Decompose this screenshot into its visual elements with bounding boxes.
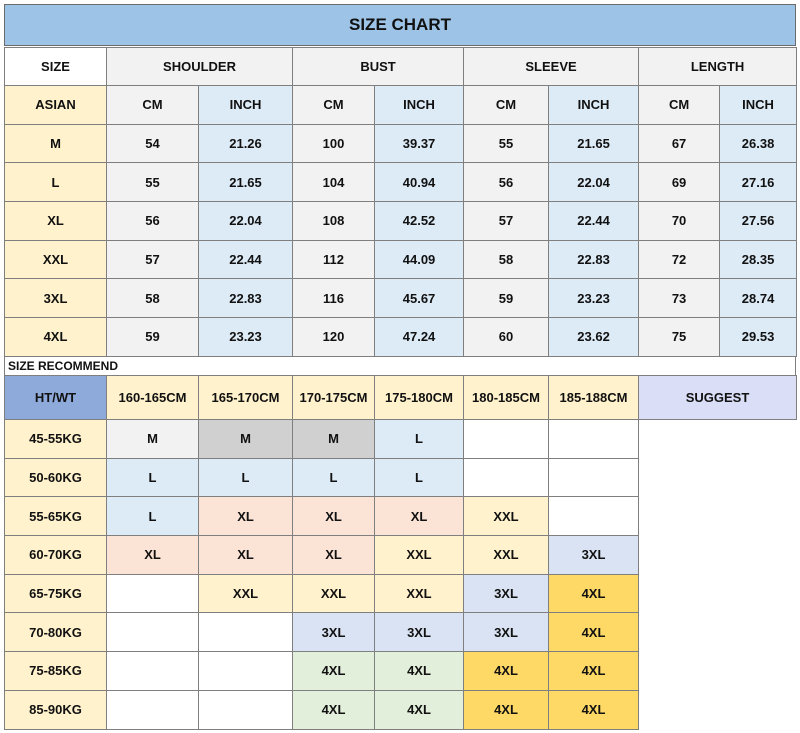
recommended-size-cell	[199, 652, 293, 691]
recommended-size-cell: 4XL	[549, 574, 639, 613]
measurement-cell: 69	[639, 163, 720, 202]
measurement-cell: 47.24	[375, 318, 464, 357]
size-row	[5, 124, 797, 163]
ht-wt-corner: HT/WT	[5, 376, 107, 420]
size-rows	[5, 124, 797, 356]
recommend-table	[4, 375, 797, 730]
measurement-cell: 22.44	[199, 240, 293, 279]
size-label: 3XL	[5, 279, 107, 318]
recommended-size-cell	[107, 613, 199, 652]
measurement-cell: 100	[293, 124, 375, 163]
unit-header-row	[5, 86, 797, 125]
recommended-size-cell: 4XL	[375, 690, 464, 729]
chart-title: SIZE CHART	[4, 4, 796, 46]
measurement-cell: 22.44	[549, 202, 639, 241]
measurement-cell: 59	[107, 318, 199, 357]
measurement-cell: 23.23	[549, 279, 639, 318]
recommended-size-cell: 4XL	[464, 690, 549, 729]
measurement-cell: 58	[464, 240, 549, 279]
measurement-cell: 22.83	[199, 279, 293, 318]
weight-range-label: 70-80KG	[5, 613, 107, 652]
measurement-cell: 21.65	[199, 163, 293, 202]
recommended-size-cell: L	[293, 458, 375, 497]
weight-range-label: 60-70KG	[5, 536, 107, 575]
weight-range-label: 85-90KG	[5, 690, 107, 729]
recommended-size-cell: XXL	[464, 536, 549, 575]
recommend-row	[5, 497, 797, 536]
unit-label: CM	[107, 86, 199, 125]
size-label: M	[5, 124, 107, 163]
measurement-cell: 108	[293, 202, 375, 241]
recommended-size-cell: L	[107, 497, 199, 536]
size-row	[5, 240, 797, 279]
measurement-cell: 58	[107, 279, 199, 318]
measurement-cell: 54	[107, 124, 199, 163]
measurement-cell: 22.83	[549, 240, 639, 279]
measurement-cell: 28.35	[720, 240, 797, 279]
recommended-size-cell: 4XL	[549, 652, 639, 691]
measurement-cell: 29.53	[720, 318, 797, 357]
recommended-size-cell: L	[375, 420, 464, 459]
measurement-cell: 59	[464, 279, 549, 318]
recommended-size-cell: L	[107, 458, 199, 497]
height-range-header: 180-185CM	[464, 376, 549, 420]
measurement-cell: 67	[639, 124, 720, 163]
shoulder-header: SHOULDER	[107, 48, 293, 86]
recommended-size-cell: 3XL	[464, 574, 549, 613]
asian-label: ASIAN	[5, 86, 107, 125]
recommended-size-cell: XXL	[464, 497, 549, 536]
recommended-size-cell: 3XL	[549, 536, 639, 575]
recommended-size-cell: XXL	[199, 574, 293, 613]
recommend-header-row	[5, 376, 797, 420]
unit-label: INCH	[549, 86, 639, 125]
recommended-size-cell: 4XL	[549, 690, 639, 729]
measurement-cell: 57	[464, 202, 549, 241]
measurement-cell: 27.16	[720, 163, 797, 202]
measurement-cell: 45.67	[375, 279, 464, 318]
height-range-header: 165-170CM	[199, 376, 293, 420]
recommended-size-cell: XL	[199, 536, 293, 575]
size-label: 4XL	[5, 318, 107, 357]
recommended-size-cell: 4XL	[293, 652, 375, 691]
measurement-cell: 60	[464, 318, 549, 357]
measurement-cell: 120	[293, 318, 375, 357]
recommended-size-cell: M	[293, 420, 375, 459]
size-label: L	[5, 163, 107, 202]
measurement-cell: 73	[639, 279, 720, 318]
measurement-cell: 21.65	[549, 124, 639, 163]
unit-label: INCH	[720, 86, 797, 125]
unit-label: INCH	[199, 86, 293, 125]
measurement-cell: 44.09	[375, 240, 464, 279]
measurement-cell: 21.26	[199, 124, 293, 163]
measurement-cell: 28.74	[720, 279, 797, 318]
measurement-cell: 23.23	[199, 318, 293, 357]
recommended-size-cell	[464, 458, 549, 497]
recommended-size-cell	[464, 420, 549, 459]
recommended-size-cell: 3XL	[293, 613, 375, 652]
measurement-cell: 72	[639, 240, 720, 279]
recommended-size-cell	[199, 690, 293, 729]
recommended-size-cell: M	[199, 420, 293, 459]
measurement-cell: 116	[293, 279, 375, 318]
measurement-cell: 26.38	[720, 124, 797, 163]
recommended-size-cell: L	[375, 458, 464, 497]
recommended-size-cell	[107, 690, 199, 729]
recommended-size-cell: XXL	[293, 574, 375, 613]
recommend-row	[5, 613, 797, 652]
measurement-cell: 23.62	[549, 318, 639, 357]
measurement-cell: 104	[293, 163, 375, 202]
measurement-cell: 22.04	[199, 202, 293, 241]
recommended-size-cell	[199, 613, 293, 652]
measurement-cell: 112	[293, 240, 375, 279]
recommended-size-cell: 4XL	[293, 690, 375, 729]
measurement-cell: 27.56	[720, 202, 797, 241]
size-header-row	[5, 48, 797, 86]
weight-range-label: 65-75KG	[5, 574, 107, 613]
recommended-size-cell: XL	[293, 497, 375, 536]
recommended-size-cell: XXL	[375, 536, 464, 575]
recommended-size-cell: 3XL	[464, 613, 549, 652]
recommended-size-cell: XL	[293, 536, 375, 575]
recommend-row	[5, 420, 797, 459]
recommend-row	[5, 536, 797, 575]
weight-range-label: 55-65KG	[5, 497, 107, 536]
size-label: XXL	[5, 240, 107, 279]
recommended-size-cell	[107, 574, 199, 613]
recommended-size-cell	[549, 420, 639, 459]
measurement-cell: 40.94	[375, 163, 464, 202]
size-recommend-label: SIZE RECOMMEND	[4, 357, 796, 375]
recommended-size-cell	[549, 458, 639, 497]
bust-header: BUST	[293, 48, 464, 86]
size-label: XL	[5, 202, 107, 241]
recommend-row	[5, 690, 797, 729]
size-header-label: SIZE	[5, 48, 107, 86]
measurement-cell: 57	[107, 240, 199, 279]
sleeve-header: SLEEVE	[464, 48, 639, 86]
size-row	[5, 163, 797, 202]
size-row	[5, 202, 797, 241]
recommended-size-cell: 4XL	[375, 652, 464, 691]
size-row	[5, 318, 797, 357]
height-range-header: 175-180CM	[375, 376, 464, 420]
recommended-size-cell: 4XL	[464, 652, 549, 691]
recommended-size-cell	[107, 652, 199, 691]
recommended-size-cell	[549, 497, 639, 536]
weight-range-label: 75-85KG	[5, 652, 107, 691]
recommended-size-cell: XL	[107, 536, 199, 575]
recommended-size-cell: M	[107, 420, 199, 459]
measurement-cell: 55	[107, 163, 199, 202]
measurement-cell: 70	[639, 202, 720, 241]
unit-label: CM	[464, 86, 549, 125]
height-range-header: 160-165CM	[107, 376, 199, 420]
recommend-row	[5, 574, 797, 613]
measurement-cell: 56	[107, 202, 199, 241]
recommended-size-cell: XL	[375, 497, 464, 536]
suggest-cell: SUGGEST	[639, 376, 797, 420]
unit-label: INCH	[375, 86, 464, 125]
size-row	[5, 279, 797, 318]
recommend-row	[5, 458, 797, 497]
recommended-size-cell: XXL	[375, 574, 464, 613]
measurement-cell: 75	[639, 318, 720, 357]
height-range-header: 170-175CM	[293, 376, 375, 420]
measurement-cell: 22.04	[549, 163, 639, 202]
measurement-cell: 56	[464, 163, 549, 202]
recommended-size-cell: XL	[199, 497, 293, 536]
measurement-cell: 39.37	[375, 124, 464, 163]
recommended-size-cell: 3XL	[375, 613, 464, 652]
height-range-header: 185-188CM	[549, 376, 639, 420]
unit-label: CM	[639, 86, 720, 125]
measurement-cell: 42.52	[375, 202, 464, 241]
recommend-row	[5, 652, 797, 691]
weight-range-label: 45-55KG	[5, 420, 107, 459]
unit-label: CM	[293, 86, 375, 125]
measurement-cell: 55	[464, 124, 549, 163]
length-header: LENGTH	[639, 48, 797, 86]
recommended-size-cell: L	[199, 458, 293, 497]
recommended-size-cell: 4XL	[549, 613, 639, 652]
size-table	[4, 47, 797, 357]
weight-range-label: 50-60KG	[5, 458, 107, 497]
